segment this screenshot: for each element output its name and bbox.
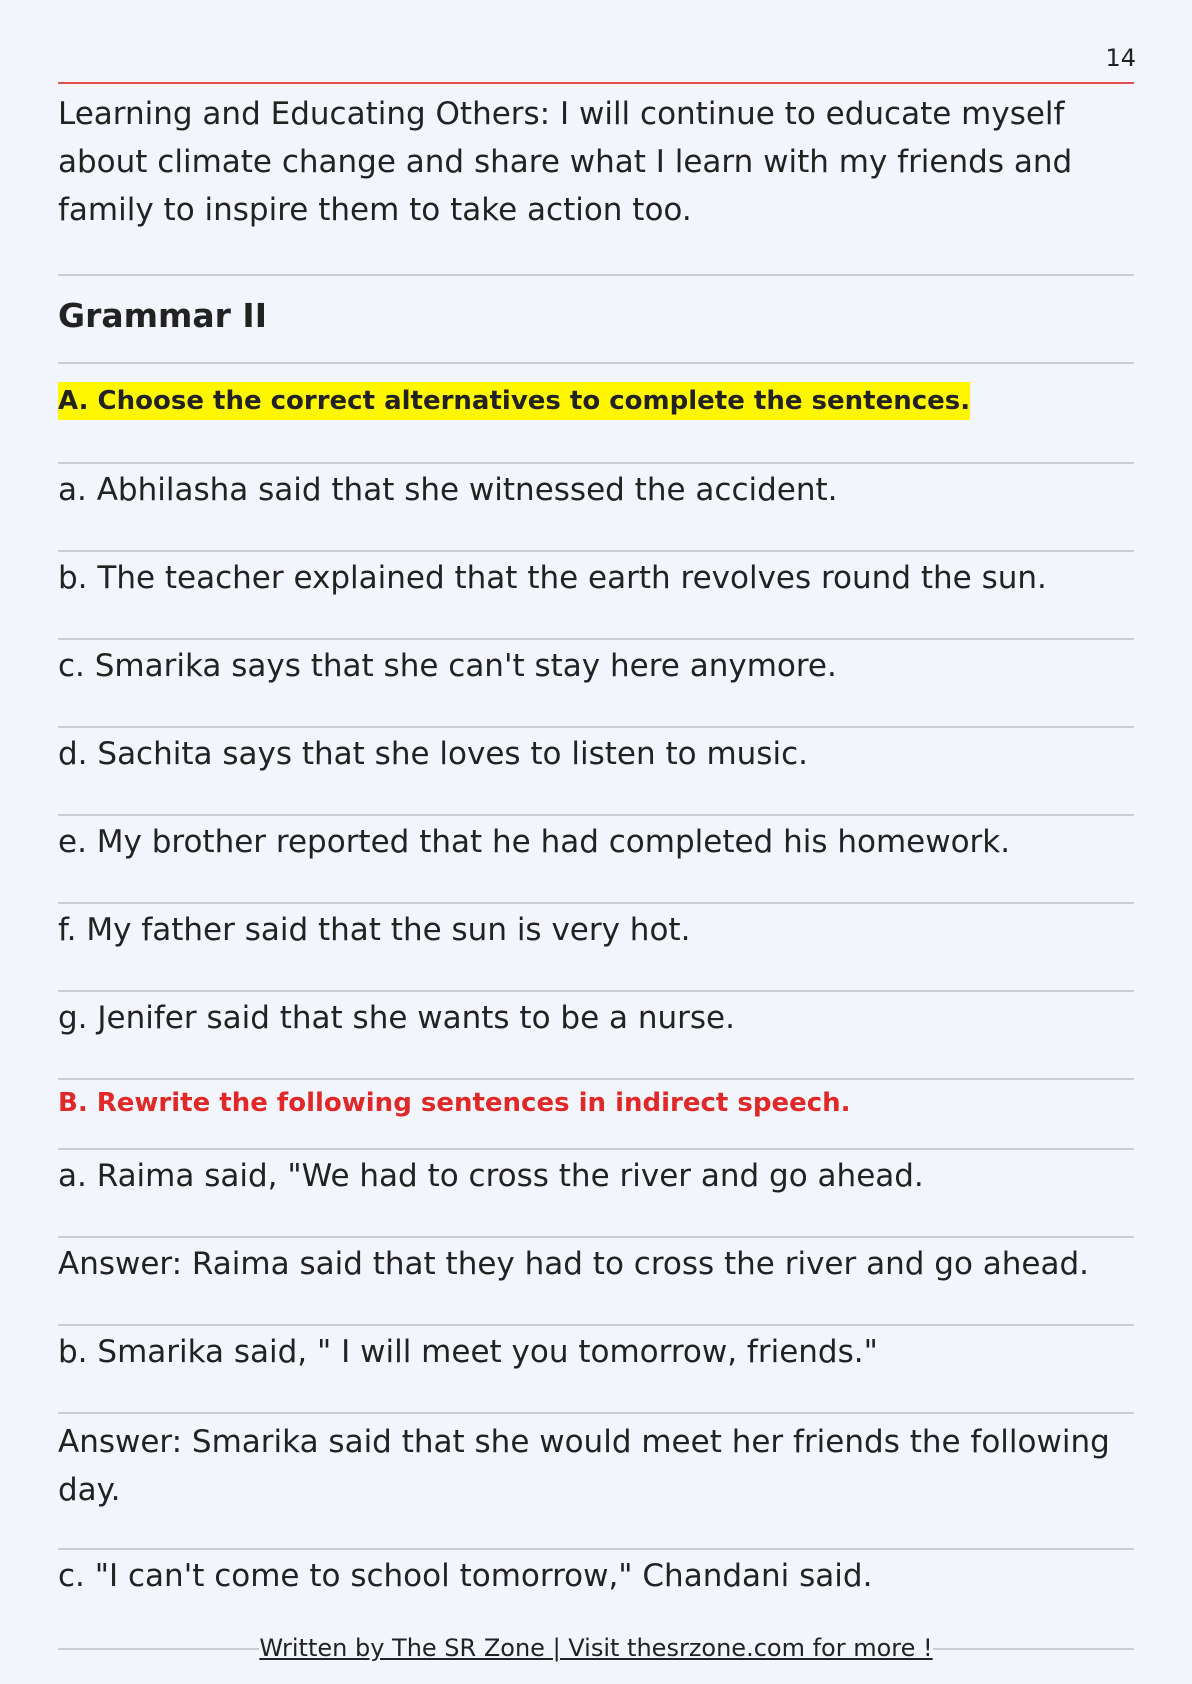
instruction-b: B. Rewrite the following sentences in indirect speech. xyxy=(58,1080,1134,1150)
footer xyxy=(0,1634,1192,1662)
list-item: b. The teacher explained that the earth revolves round the sun. xyxy=(58,552,1134,640)
list-item: c. "I can't come to school tomorrow," Chandani said. xyxy=(58,1558,873,1594)
list-item: c. Smarika says that she can't stay here anymore. xyxy=(58,640,1134,728)
list-item: g. Jenifer said that she wants to be a nurse. xyxy=(58,992,1134,1080)
top-rule xyxy=(58,82,1134,84)
list-item: d. Sachita says that she loves to listen to music. xyxy=(58,728,1134,816)
footer-text[interactable]: Written by The SR Zone | Visit thesrzone.com for more ! xyxy=(259,1634,933,1662)
list-item: e. My brother reported that he had completed his homework. xyxy=(58,816,1134,904)
list-item: a. Raima said, "We had to cross the river and go ahead. xyxy=(58,1150,1134,1238)
list-item: b. Smarika said, " I will meet you tomorrow, friends." xyxy=(58,1326,1134,1414)
page-number: 14 xyxy=(1105,44,1136,72)
list-item: f. My father said that the sun is very hot. xyxy=(58,904,1134,992)
section-heading: Grammar II xyxy=(58,276,1134,364)
answer-item: Answer: Smarika said that she would meet her friends the following day. xyxy=(58,1414,1134,1550)
intro-paragraph: Learning and Educating Others: I will continue to educate myself about climate change and share what I learn with my friends and family to inspire them to take action too. xyxy=(58,90,1134,276)
page-content xyxy=(58,90,1134,1646)
answer-item: Answer: Raima said that they had to cross the river and go ahead. xyxy=(58,1238,1134,1326)
instruction-a-text: A. Choose the correct alternatives to complete the sentences. xyxy=(58,382,970,420)
instruction-a xyxy=(58,364,1134,464)
list-item: a. Abhilasha said that she witnessed the accident. xyxy=(58,464,1134,552)
